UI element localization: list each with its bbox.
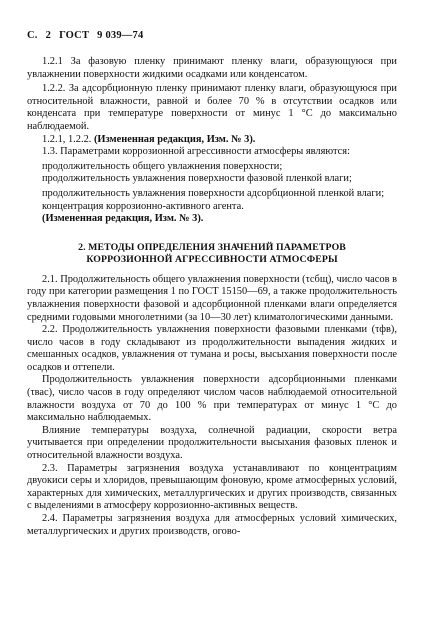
document-body [27,56,397,538]
page-label: С. [27,30,38,41]
paragraph: 1.2.1 За фазовую пленку принимают пленку влаги, образующуюся при увлажнении поверхности жидкими осадками или конденсатом. [27,56,397,80]
standard-label: ГОСТ [59,30,90,41]
list-item: продолжительность увлажнения поверхности адсорбционной пленкой влаги; [42,187,385,199]
paragraph: Влияние температуры воздуха, солнечной радиации, скорости ветра учитывается при определении продолжительности высыхания фазовых пленок и относительной влажности воздуха. [27,424,397,462]
paragraph: 1.2.2. За адсорбционную пленку принимают пленку влаги, образующуюся при относительной влажности, равной и более 70 % в отсутствии осадков или конденсата при температуре поверхности от минус 1 °С до максимально наблюдаемой. [27,83,397,132]
paragraph: 2.2. Продолжительность увлажнения поверхности фазовыми пленками (τфв), число часов в году складывают из продолжительности выпадения жидких и смешанных осадков, увлажнения от тумана и росы, высыхания поверхности после осадков и оттепели. [27,324,397,373]
paragraph: 2.1. Продолжительность общего увлажнения поверхности (τсбщ), число часов в году при категории размещения 1 по ГОСТ 15150—69, а также продолжительность увлажнения поверхности фазовой и адсорбционной пленками влаги определяется средними годовыми многолетними (за 10—30 лет) климатологическими данными. [27,273,397,323]
list-item: продолжительность увлажнения поверхности фазовой пленкой влаги; [42,173,352,185]
paragraph: 2.3. Параметры загрязнения воздуха устанавливают по концентрациям двуокиси серы и хлоридов, превышающим фоновую, кроме атмосферных условий, характерных для химических, металлургических и других производств, связанных с выделениями в атмосферу коррозионно-активных веществ. [27,462,397,512]
section-title-line: КОРРОЗИОННОЙ АГРЕССИВНОСТИ АТМОСФЕРЫ [86,253,338,265]
list-item: концентрация коррозионно-активного агента. [42,200,244,212]
section-title [37,242,387,266]
list-item: продолжительность общего увлажнения поверхности; [42,160,283,172]
page-header [27,28,397,44]
paragraph: 2.4. Параметры загрязнения воздуха для атмосферных условий химических, металлургических и других производств, огово- [27,513,397,537]
standard-number: 9 039—74 [97,30,144,41]
page-number: 2 [45,30,52,41]
paragraph-ref: 1.2.1, 1.2.2. [42,133,92,145]
amendment-note [27,134,397,147]
section-title-line: 2. МЕТОДЫ ОПРЕДЕЛЕНИЯ ЗНАЧЕНИЙ ПАРАМЕТРОВ [78,241,346,253]
amendment-note: (Измененная редакция, Изм. № 3). [42,213,204,225]
amendment-text: (Измененная редакция, Изм. № 3). [93,133,256,145]
paragraph: 1.3. Параметрами коррозионной агрессивности атмосферы являются: [42,146,350,158]
paragraph: Продолжительность увлажнения поверхности адсорбционными пленками (τвас), число часов в году определяют числом часов наблюдаемой относительной влажности воздуха от 70 до 100 % при температурах от минус 1 °С до максимально наблюдаемых. [27,374,397,424]
